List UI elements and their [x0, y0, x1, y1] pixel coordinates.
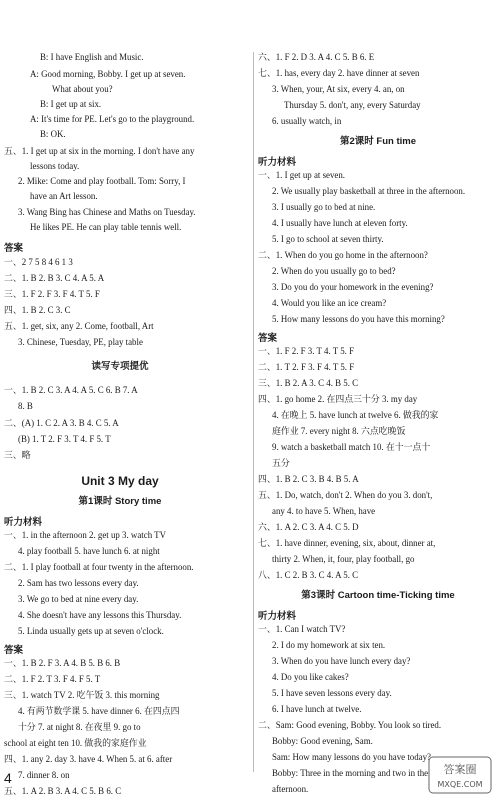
left-line: 一、1. in the afternoon 2. get up 3. watch TV — [4, 530, 167, 540]
left-line: 4. 有两节数学课 5. have dinner 6. 在四点四 — [18, 706, 180, 716]
left-line: He likes PE. He can play table tennis well. — [30, 222, 182, 232]
right-line: afternoon. — [272, 784, 309, 794]
left-line: 2. Mike: Come and play football. Tom: Sorry, I — [18, 176, 186, 186]
right-line: 2. When do you usually go to bed? — [272, 266, 396, 276]
right-line: Thursday 5. don't, any, every Saturday — [284, 100, 421, 110]
left-line: B: I get up at six. — [40, 99, 102, 109]
right-line: 六、1. F 2. D 3. A 4. C 5. B 6. E — [258, 52, 375, 62]
right-line: any 4. to have 5. When, have — [272, 506, 376, 516]
right-line: 六、1. A 2. C 3. A 4. C 5. D — [258, 522, 359, 532]
right-line: 3. Do you do your homework in the evening? — [272, 282, 434, 292]
left-line: (B) 1. T 2. F 3. T 4. F 5. T — [18, 434, 111, 444]
left-line: 3. Wang Bing has Chinese and Maths on Tuesday. — [18, 207, 196, 217]
left-line: What about you? — [52, 84, 113, 94]
right-line: 5. I go to school at seven thirty. — [272, 234, 384, 244]
left-line: 一、1. B 2. C 3. A 4. A 5. C 6. B 7. A — [4, 385, 138, 395]
right-line: 9. watch a basketball match 10. 在十一点十 — [272, 442, 431, 452]
right-line: 4. 在晚上 5. have lunch at twelve 6. 做我的家 — [272, 410, 439, 420]
left-line: have an Art lesson. — [30, 191, 98, 201]
column-divider — [253, 52, 254, 772]
left-line: 二、1. B 2. B 3. C 4. A 5. A — [4, 273, 105, 283]
right-line: 6. I have lunch at twelve. — [272, 704, 362, 714]
right-line: 三、1. B 2. A 3. C 4. B 5. C — [258, 378, 359, 388]
svg-text:MXQE.COM: MXQE.COM — [437, 780, 483, 789]
left-line: B: I have English and Music. — [40, 52, 144, 62]
left-line: 5. Linda usually gets up at seven o'clock. — [18, 626, 164, 636]
left-line: A: Good morning, Bobby. I get up at seven. — [30, 69, 186, 79]
left-line: 第1课时 Story time — [78, 496, 162, 507]
right-line: 3. When do you have lunch every day? — [272, 656, 411, 666]
left-line: 五、1. get, six, any 2. Come, football, Art — [4, 321, 154, 331]
left-line: B: OK. — [40, 129, 66, 139]
right-line: 一、1. F 2. F 3. T 4. T 5. F — [258, 346, 355, 356]
right-line: 七、1. have dinner, evening, six, about, dinner at, — [258, 538, 436, 548]
right-line: 五、1. Do, watch, don't 2. When do you 3. don't, — [258, 490, 433, 500]
right-line: 二、Sam: Good evening, Bobby. You look so tired. — [258, 720, 442, 730]
right-line: Bobby: Good evening, Sam. — [272, 736, 373, 746]
right-line: 4. Would you like an ice cream? — [272, 298, 387, 308]
right-line: 二、1. T 2. F 3. F 4. T 5. F — [258, 362, 355, 372]
left-line: 二、1. F 2. T 3. F 4. F 5. T — [4, 674, 101, 684]
left-line: 一、2 7 5 8 4 6 1 3 — [4, 257, 73, 267]
left-line: A: It's time for PE. Let's go to the playground. — [30, 114, 195, 124]
left-line: 四、1. any 2. day 3. have 4. When 5. at 6. after — [4, 754, 173, 764]
left-line: 四、1. B 2. C 3. C — [4, 305, 71, 315]
right-line: 庭作业 7. every night 8. 六点吃晚饭 — [272, 426, 406, 436]
right-line: 五分 — [272, 458, 290, 468]
left-line: 一、1. B 2. F 3. A 4. B 5. B 6. B — [4, 658, 121, 668]
right-line: 3. When, your, At six, every 4. an, on — [272, 84, 405, 94]
right-line: 听力材料 — [258, 157, 297, 168]
left-line: 4. She doesn't have any lessons this Thursday. — [18, 610, 182, 620]
left-line: 答案 — [4, 645, 24, 656]
right-line: 答案 — [258, 333, 278, 344]
left-line: 三、1. watch TV 2. 吃午饭 3. this morning — [4, 690, 160, 700]
right-line: 二、1. When do you go home in the afternoon? — [258, 250, 428, 260]
left-line: 二、1. I play football at four twenty in the afternoon. — [4, 562, 194, 572]
left-line: 2. Sam has two lessons every day. — [18, 578, 139, 588]
left-line: school at eight ten 10. 做我的家庭作业 — [4, 738, 147, 748]
right-line: 2. I do my homework at six ten. — [272, 640, 386, 650]
left-line: Unit 3 My day — [81, 474, 159, 488]
left-line: 7. dinner 8. on — [18, 770, 70, 780]
right-line: 一、1. I get up at seven. — [258, 170, 346, 180]
right-line: 八、1. C 2. B 3. C 4. A 5. C — [258, 570, 359, 580]
left-line: 4. play football 5. have lunch 6. at night — [18, 546, 160, 556]
left-line: 十分 7. at night 8. 在夜里 9. go to — [18, 722, 141, 732]
left-line: 二、(A) 1. C 2. A 3. B 4. C 5. A — [4, 418, 119, 428]
right-line: 第2课时 Fun time — [339, 136, 416, 147]
left-line: 三、略 — [4, 450, 31, 460]
svg-text:答案圈: 答案圈 — [443, 763, 477, 776]
right-line: 听力材料 — [258, 611, 297, 622]
left-line: 3. We go to bed at nine every day. — [18, 594, 139, 604]
left-line: 3. Chinese, Tuesday, PE, play table — [18, 337, 143, 347]
left-line: 五、1. A 2. B 3. A 4. C 5. B 6. C — [4, 786, 122, 796]
left-line: 读写专项提优 — [91, 361, 149, 372]
right-line: 4. I usually have lunch at eleven forty. — [272, 218, 408, 228]
right-line: 四、1. go home 2. 在四点三十分 3. my day — [258, 394, 418, 404]
left-line: 答案 — [4, 243, 24, 254]
right-line: 2. We usually play basketball at three in the afternoon. — [272, 186, 466, 196]
right-line: 3. I usually go to bed at nine. — [272, 202, 376, 212]
watermark-logo — [428, 756, 492, 794]
right-line: 七、1. has, every day 2. have dinner at seven — [258, 68, 420, 78]
right-line: Sam: How many lessons do you have today? — [272, 752, 431, 762]
left-line: 三、1. F 2. F 3. F 4. T 5. F — [4, 289, 100, 299]
page-number: 4 — [4, 770, 12, 786]
right-line: 一、1. Can I watch TV? — [258, 624, 346, 634]
right-line: 4. Do you like cakes? — [272, 672, 349, 682]
right-line: 5. I have seven lessons every day. — [272, 688, 392, 698]
left-line: 听力材料 — [4, 517, 43, 528]
left-line: 五、1. I get up at six in the morning. I don't have any — [4, 146, 195, 156]
right-line: 第3课时 Cartoon time-Ticking time — [301, 590, 455, 601]
right-line: 6. usually watch, in — [272, 116, 342, 126]
right-line: 5. How many lessons do you have this morning? — [272, 314, 445, 324]
right-line: 四、1. B 2. C 3. B 4. B 5. A — [258, 474, 359, 484]
right-line: Bobby: Three in the morning and two in the — [272, 768, 429, 778]
right-line: thirty 2. When, it, four, play football, go — [272, 554, 415, 564]
left-line: 8. B — [18, 401, 33, 411]
left-line: lessons today. — [30, 161, 80, 171]
